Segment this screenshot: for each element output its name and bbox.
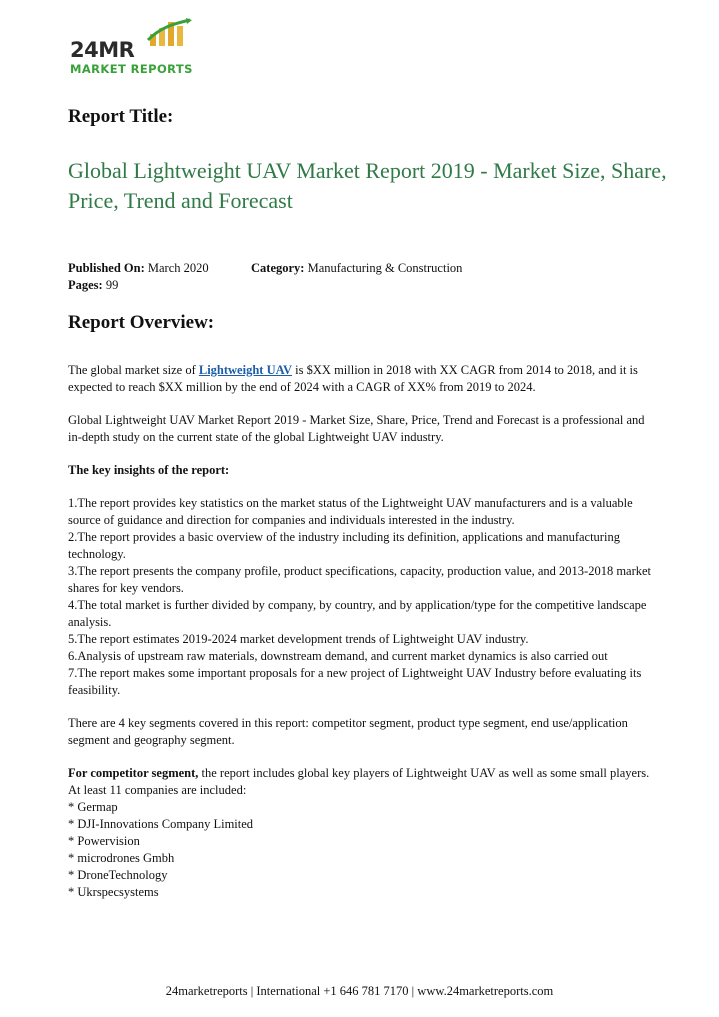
overview-paragraph-1 xyxy=(68,362,658,396)
report-title-label: Report Title: xyxy=(68,106,174,127)
company-item: * DroneTechnology xyxy=(68,868,168,882)
overview-body xyxy=(68,362,658,901)
company-item: * Ukrspecsystems xyxy=(68,885,159,899)
pages-meta xyxy=(68,278,118,293)
insight-item: 3.The report presents the company profile, product specifications, capacity, production value, and 2013-2018 market shares for key vendors. xyxy=(68,564,652,595)
insight-item: 1.The report provides key statistics on the market status of the Lightweight UAV manufacturers and is a valuable source of guidance and direction for companies and individuals interested in the industry. xyxy=(68,496,633,527)
published-value: March 2020 xyxy=(147,261,209,275)
insight-item: 5.The report estimates 2019-2024 market development trends of Lightweight UAV industry. xyxy=(68,632,529,646)
category-label: Category: xyxy=(251,261,305,275)
pages-label: Pages: xyxy=(68,278,103,292)
company-list xyxy=(68,799,658,901)
logo-brand: 24MR xyxy=(70,38,135,62)
insights-heading xyxy=(68,462,658,479)
company-item: * Powervision xyxy=(68,834,140,848)
insight-item: 6.Analysis of upstream raw materials, downstream demand, and current market dynamics is also carried out xyxy=(68,649,608,663)
report-overview-label: Report Overview: xyxy=(68,312,215,333)
published-label: Published On: xyxy=(68,261,145,275)
insights-list xyxy=(68,495,658,699)
lightweight-uav-link[interactable]: Lightweight UAV xyxy=(198,363,293,377)
overview-text: is $XX million in 2018 with XX CAGR from 2014 to 2018, and it is expected to reach $XX million by the end of 2024 with a CAGR of XX% from 2019 to 2024. xyxy=(68,363,638,394)
competitor-text: the report includes global key players of Lightweight UAV as well as some small players. At least 11 companies are included: xyxy=(68,766,650,797)
category-meta xyxy=(251,261,462,276)
logo-subtitle: MARKET REPORTS xyxy=(70,62,193,76)
insights-heading-text: The key insights of the report: xyxy=(68,463,230,477)
company-item: * DJI-Innovations Company Limited xyxy=(68,817,254,831)
insight-item: 2.The report provides a basic overview of the industry including its definition, applications and manufacturing technology. xyxy=(68,530,620,561)
insight-item: 7.The report makes some important proposals for a new project of Lightweight UAV Industry before evaluating its feasibility. xyxy=(68,666,642,697)
category-value: Manufacturing & Construction xyxy=(307,261,463,275)
competitor-paragraph xyxy=(68,765,658,799)
pages-value: 99 xyxy=(105,278,119,292)
company-item: * Germap xyxy=(68,800,118,814)
competitor-bold: For competitor segment, xyxy=(68,766,199,780)
segments-paragraph: There are 4 key segments covered in this report: competitor segment, product type segment, end use/application segment and geography segment. xyxy=(68,716,628,747)
insight-item: 4.The total market is further divided by company, by country, and by application/type for the competitive landscape analysis. xyxy=(68,598,647,629)
company-item: * microdrones Gmbh xyxy=(68,851,175,865)
published-meta xyxy=(68,261,209,276)
overview-text: The global market size of xyxy=(68,363,199,377)
overview-paragraph-2: Global Lightweight UAV Market Report 2019 - Market Size, Share, Price, Trend and Forecast is a professional and in-depth study on the current state of the global Lightweight UAV industry. xyxy=(68,413,645,444)
page-footer: 24marketreports | International +1 646 781 7170 | www.24marketreports.com xyxy=(165,984,554,998)
report-title: Global Lightweight UAV Market Report 2019 - Market Size, Share, Price, Trend and Forecast xyxy=(68,158,667,213)
company-logo xyxy=(70,18,220,78)
